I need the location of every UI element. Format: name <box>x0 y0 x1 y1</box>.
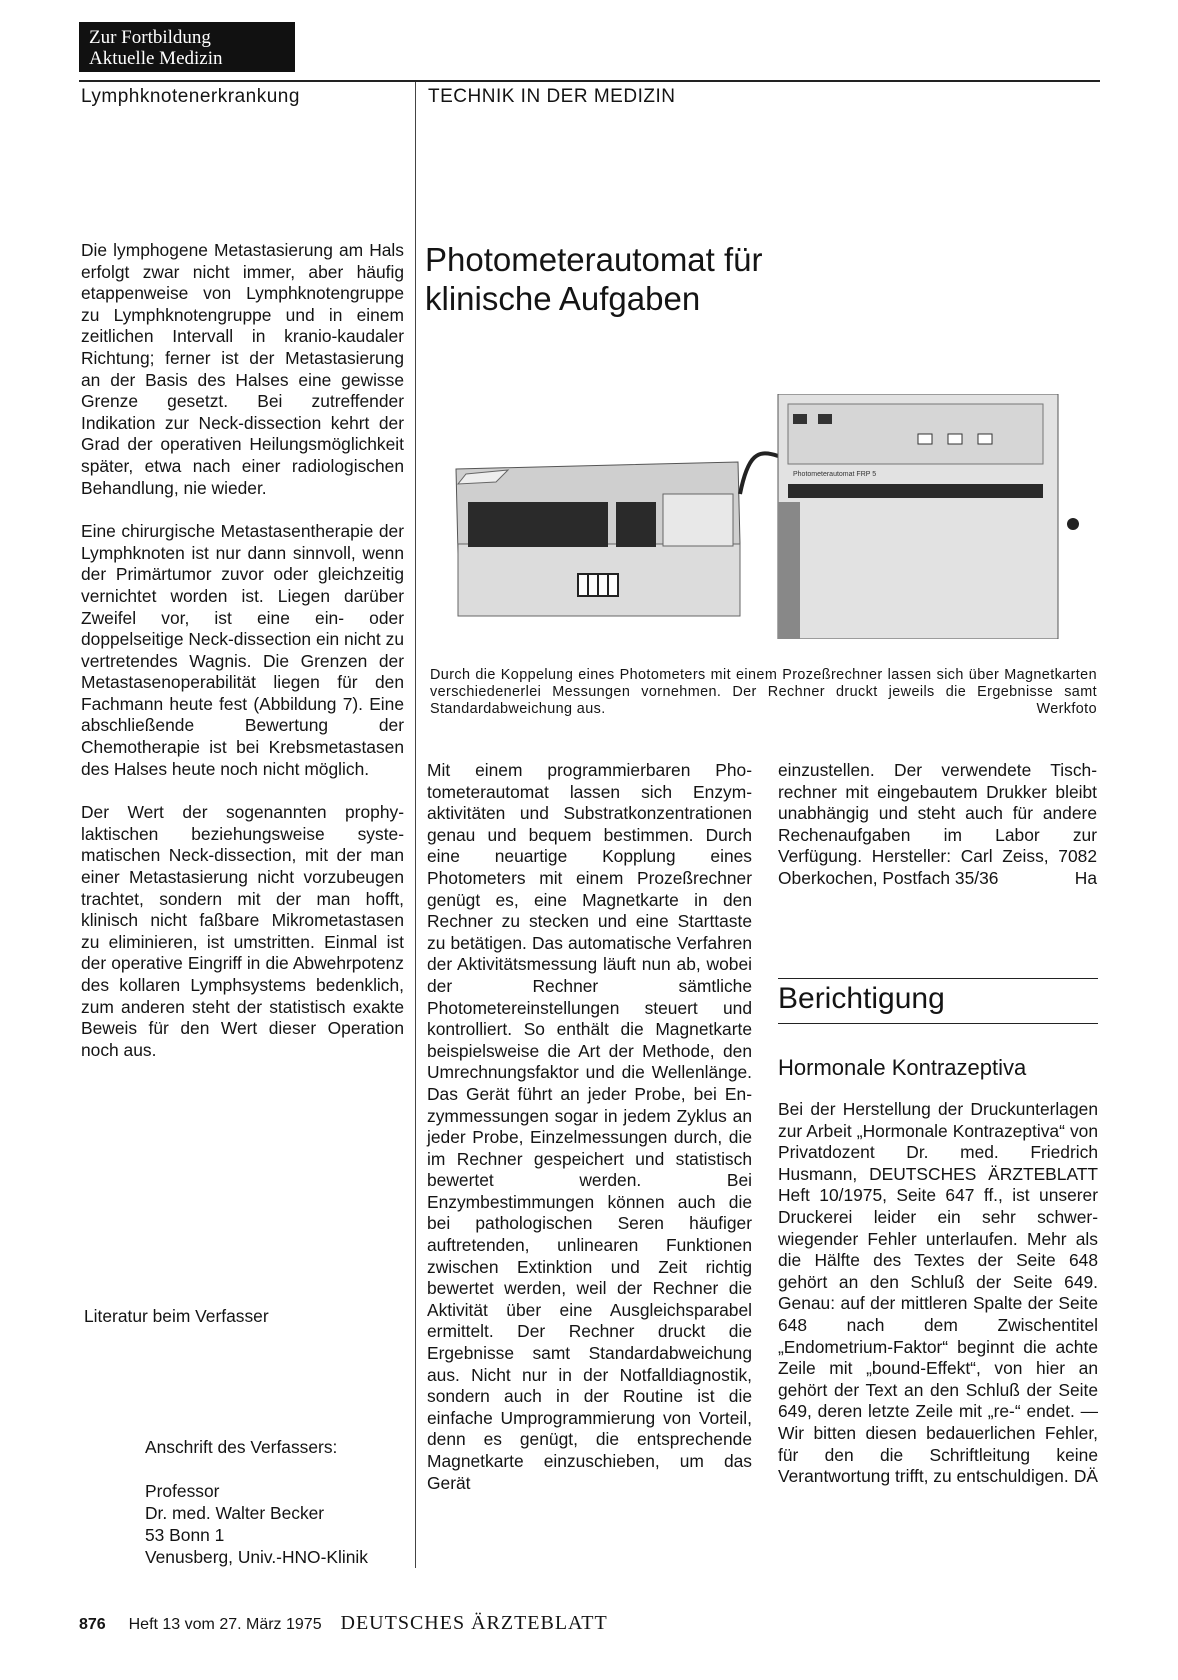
photometer-body-right-text: einzustellen. Der verwendete Tischrechner mit eingebautem Drukker bleibt unabhängig und steht auch für andere Rechenaufgaben im Labor zur Verfügung. Hersteller: Carl Zeiss, 7082 Oberkochen, Postfach 35/36 <box>778 760 1097 888</box>
rule <box>778 1023 1098 1024</box>
photometer-body-middle: Mit einem programmierbaren Photometerautomat lassen sich Enzymaktivitäten und Substratkonzentrationen genau und bequem bestimmen. Durch eine neuartige Kopplung eines Photometers mit einem Prozeßrechner genügt es, eine Magnetkarte in den Rechner zu stecken und eine Starttaste zu betätigen. Das automatische Verfahren der Aktivitätsmessung läuft nun ab, wobei der Rechner sämtliche Photometereinstellungen steuert und kontrolliert. So enthält die Magnetkarte beispielsweise die Art der Methode, den Umrechnungsfaktor und die Wellenlänge. Das Gerät führt an jeder Probe, bei Enzymmessungen sogar in jedem Zyklus an jeder Probe, Einzelmessungen durch, die im Rechner gespeichert und statistisch bewertet werden. Bei Enzymbestimmungen können auch die bei pathologischen Seren häufiger auftretenden, unlinearen Funktionen zwischen Extinktion und Zeit richtig bewertet werden, weil der Rechner die Aktivität über eine Ausgleichsparabel ermittelt. Der Rechner druckt die Ergebnisse samt Standardabweichung aus. Nicht nur in der Notfalldiagnostik, sondern auch in der Routine ist die einfache Umprogrammierung von Vorteil, denn es genügt, die entsprechende Magnetkarte einzuschieben, um das Gerät <box>427 760 752 1493</box>
title-line-2: klinische Aufgaben <box>425 280 701 317</box>
top-rule <box>79 80 1100 82</box>
photometer-signature: Ha <box>1074 867 1097 888</box>
correction-body-text: Bei der Herstellung der Druckunterlagen zur Arbeit „Hormonale Kontrazeptiva“ von Privatdozent Dr. med. Friedrich Husmann, DEUTSCHES ÄRZTEBLATT Heft 10/1975, Seite 647 ff., ist unserer Druckerei leider ein sehr schwerwiegender Fehler unterlaufen. Mehr als die Hälfte des Textes der Seite 648 gehört an den Schluß der Seite 649. Genau: auf der mittleren Spalte der Seite 648 nach dem Zwischentitel „Endometrium-Faktor“ beginnt die achte Zeile mit „bound-Effekt“, von hier an gehört der Text an den Schluß der Seite 649, deren letzte Zeile mit „re-“ endet. — Wir bitten diesen bedauerlichen Fehler, für den die Schriftleitung keine Verantwortung trifft, zu entschuldigen. <box>778 1099 1098 1487</box>
author-address <box>145 1436 368 1568</box>
photometer-unit <box>456 462 740 616</box>
address-line: 53 Bonn 1 <box>145 1525 225 1545</box>
device-photo <box>448 394 1101 639</box>
correction-signature: DÄ <box>1073 1466 1098 1487</box>
left-article-body <box>81 240 404 1083</box>
badge-line-1: Zur Fortbildung <box>89 27 211 48</box>
page-footer <box>79 1612 608 1635</box>
left-paragraph-1: Die lymphogene Metastasierung am Hals erfolgt zwar nicht immer, aber häufig etappenweise von Lymphknotengruppe zu Lymphknotengruppe und in einem zeitlichen Intervall in kranio-kaudaler Richtung; ferner ist der Metastasierung an der Basis des Halses eine gewisse Grenze gesetzt. Bei zutreffender Indikation zur Neck-dissection kehrt der Grad der operativen Heilungsmöglichkeit später, etwa nach einer radiologischen Behandlung, nie wieder. <box>81 240 404 498</box>
address-line: Professor <box>145 1481 220 1501</box>
article-title <box>425 240 985 318</box>
left-paragraph-3: Der Wert der sogenannten prophylaktischen beziehungsweise systematischen Neck-dissection, mit der man einer Metastasierung nicht vorzubeugen trachtet, sondern mit der man hofft, klinisch nicht faßbare Mikrometastasen zu eliminieren, ist umstritten. Einmal ist der operative Eingriff in die Abwehrpotenz des kollaren Lymphsystems bedenklich, zum anderen steht der statistisch exakte Beweis für den Wert dieser Operation noch aus. <box>81 802 404 1060</box>
caption-text: Durch die Koppelung eines Photometers mit einem Prozeßrechner lassen sich über Magnetkarten verschiedenerlei Messungen vornehmen. Der Rechner druckt jeweils die Ergebnisse samt Standardabweichung aus. <box>430 667 1097 717</box>
device-label: Photometerautomat FRP 5 <box>793 471 877 478</box>
badge-line-2: Aktuelle Medizin <box>89 48 223 69</box>
photometer-body-right <box>778 760 1097 890</box>
address-line: Venusberg, Univ.-HNO-Klinik <box>145 1547 368 1567</box>
section-badge <box>79 22 295 72</box>
correction-subheading: Hormonale Kontrazeptiva <box>778 1055 1027 1080</box>
issue-info: Heft 13 vom 27. März 1975 <box>128 1616 322 1633</box>
literature-note: Literatur beim Verfasser <box>84 1306 269 1326</box>
journal-name: DEUTSCHES ÄRZTEBLATT <box>340 1612 608 1634</box>
correction-body <box>778 1099 1098 1488</box>
photo-caption <box>430 667 1097 718</box>
title-line-1: Photometerautomat für <box>425 241 763 278</box>
computer-unit <box>778 394 1079 639</box>
left-paragraph-2: Eine chirurgische Metastasentherapie der Lymphknoten ist nur dann sinnvoll, wenn der Primärtumor zuvor oder gleichzeitig vernichtet worden ist. Liegen darüber Zweifel vor, ist eine ein- oder doppelseitige Neck-dissection ein nicht zu vertretendes Wagnis. Die Grenzen der Metastasenoperabilität liegen für den Fachmann heute fest (Abbildung 7). Eine abschließende Bewertung der Chemotherapie ist bei Krebsmetastasen des Halses heute noch nicht möglich. <box>81 521 404 779</box>
correction-heading: Berichtigung <box>778 982 945 1015</box>
column-divider <box>415 82 416 1568</box>
address-line: Dr. med. Walter Becker <box>145 1503 325 1523</box>
photo-credit: Werkfoto <box>1036 701 1097 717</box>
page-number: 876 <box>79 1616 106 1633</box>
right-rubric: TECHNIK IN DER MEDIZIN <box>428 86 676 107</box>
left-rubric: Lymphknotenerkrankung <box>81 86 300 107</box>
address-label: Anschrift des Verfassers: <box>145 1437 338 1457</box>
